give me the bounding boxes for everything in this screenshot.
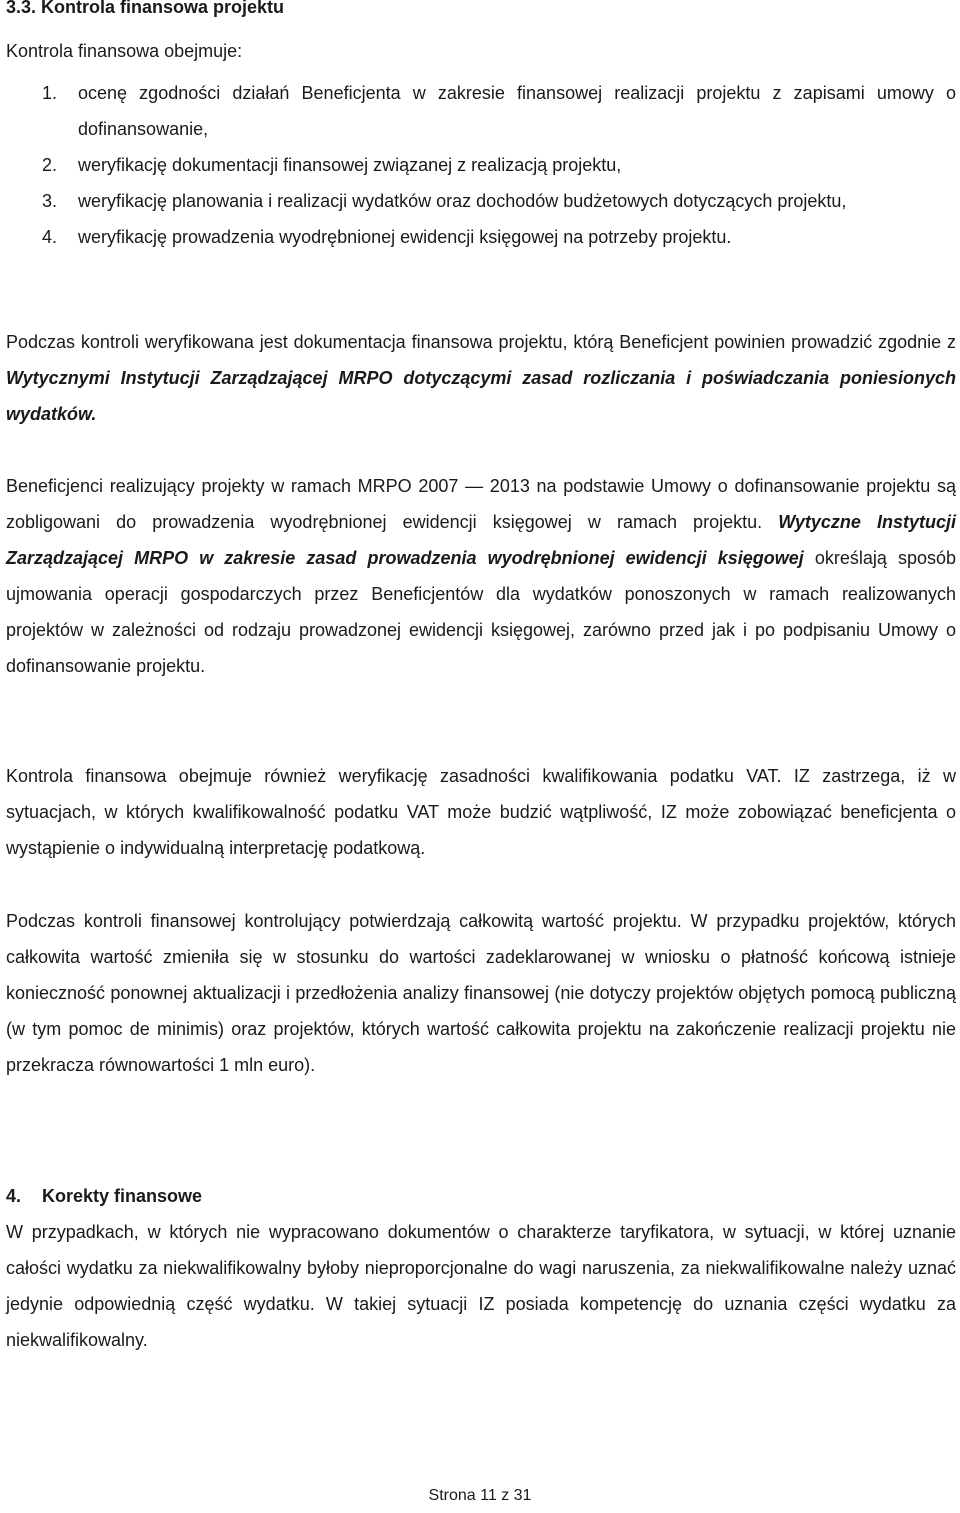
list-item: 1. ocenę zgodności działań Beneficjenta w zakresie finansowej realizacji projektu z zapisami umowy o dofinansowanie, (42, 83, 956, 139)
guidelines-reference: Wytycznymi Instytucji Zarządzającej MRPO dotyczącymi zasad rozliczania i poświadczania poniesionych wydatków. (6, 368, 956, 424)
page-number: Strona 11 z 31 (428, 1487, 532, 1504)
paragraph-corrections: W przypadkach, w których nie wypracowano dokumentów o charakterze taryfikatora, w sytuacji, w której uznanie całości wydatku za niekwalifikowalny byłoby nieproporcjonalne do wagi naruszenia, za niekwalifikowalne należy uznać jedynie odpowiednią część wydatku. W takiej sytuacji IZ posiada kompetencję do uznania części wydatku za niekwalifikowalny. (6, 1222, 956, 1350)
paragraph-documentation: Podczas kontroli weryfikowana jest dokumentacja finansowa projektu, którą Beneficjent powinien prowadzić zgodnie z Wytycznymi Instytucji Zarządzającej MRPO dotyczącymi zasad rozliczania i poświadczania poniesionych wydatków. (6, 332, 956, 424)
list-item: 4. weryfikację prowadzenia wyodrębnionej ewidencji księgowej na potrzeby projektu. (42, 227, 732, 247)
scope-list (6, 75, 956, 255)
section-title: 3.3. Kontrola finansowa projektu (6, 0, 285, 17)
paragraph-total-value: Podczas kontroli finansowej kontrolujący potwierdzają całkowitą wartość projektu. W przypadku projektów, których całkowita wartość zmieniła się w stosunku do wartości zadeklarowanej w wniosku o płatność końcową istnieje konieczność ponownej aktualizacji i przedłożenia analizy finansowej (nie dotyczy projektów objętych pomocą publiczną (w tym pomoc de minimis) oraz projektów, których wartość całkowita projektu na zakończenie realizacji projektu nie przekracza równowartości 1 mln euro). (6, 911, 956, 1075)
paragraph-accounting: Beneficjenci realizujący projekty w ramach MRPO 2007 — 2013 na podstawie Umowy o dofinansowanie projektu są zobligowani do prowadzenia wyodrębnionej ewidencji księgowej w ramach projektu. Wytyczne Instytucji Zarządzającej MRPO w zakresie zasad prowadzenia wyodrębnionej ewidencji księgowej określają sposób ujmowania operacji gospodarczych przez Beneficjentów dla wydatków ponoszonych w ramach realizowanych projektów w zależności od rodzaju prowadzonej ewidencji księgowej, zarówno przed jak i po podpisaniu Umowy o dofinansowanie projektu. (6, 476, 957, 676)
section-4-heading: 4. Korekty finansowe (6, 1186, 203, 1206)
list-item: 2. weryfikację dokumentacji finansowej związanej z realizacją projektu, (42, 155, 622, 175)
list-item: 3. weryfikację planowania i realizacji wydatków oraz dochodów budżetowych dotyczących projektu, (42, 191, 847, 211)
accounting-guidelines-reference: Wytyczne Instytucji Zarządzającej MRPO w zakresie zasad prowadzenia wyodrębnionej ewidencji księgowej (6, 512, 957, 568)
paragraph-vat: Kontrola finansowa obejmuje również weryfikację zasadności kwalifikowania podatku VAT. IZ zastrzega, iż w sytuacjach, w których kwalifikowalność podatku VAT może budzić wątpliwość, IZ może zobowiązać beneficjenta o wystąpienie o indywidualną interpretację podatkową. (6, 766, 956, 858)
intro-text: Kontrola finansowa obejmuje: (6, 41, 243, 61)
